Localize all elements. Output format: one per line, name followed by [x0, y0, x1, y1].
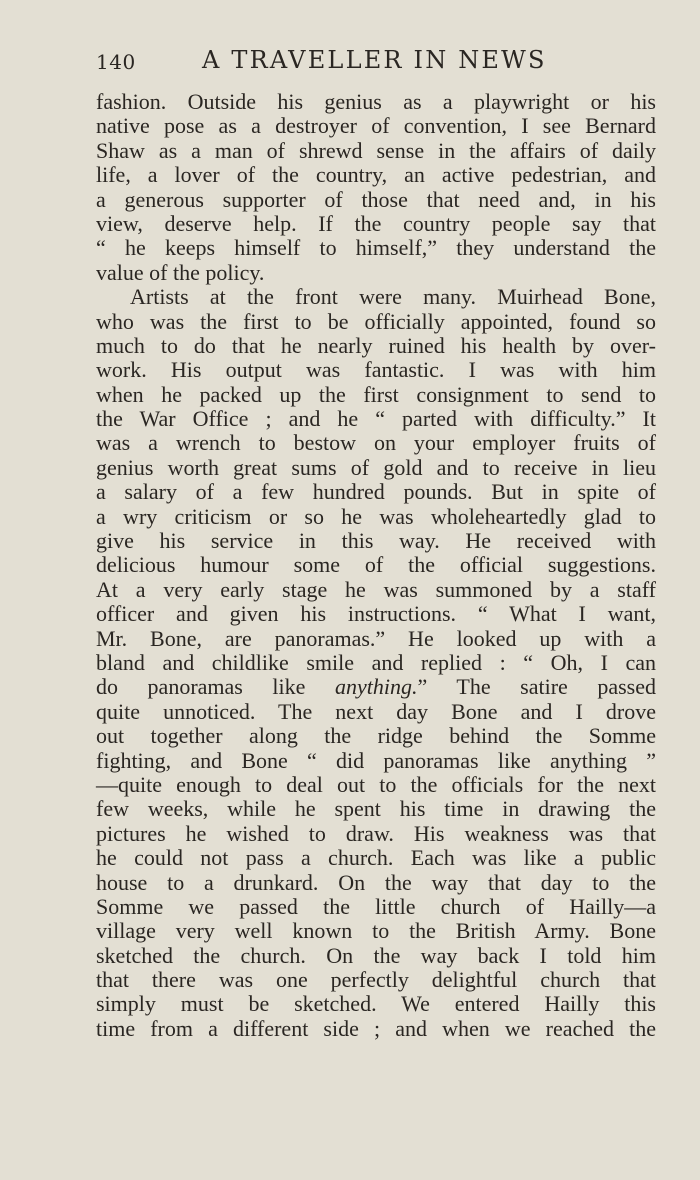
text-line: view, deserve help. If the country people say that [96, 210, 656, 236]
text-line: Somme we passed the little church of Hailly—a [96, 893, 656, 919]
text-line: value of the policy. [96, 259, 265, 285]
text-line: genius worth great sums of gold and to receive in lieu [96, 454, 656, 480]
text-line: out together along the ridge behind the Somme [96, 723, 656, 749]
text-line: work. His output was fantastic. I was with him [96, 357, 656, 383]
text-line: when he packed up the first consignment to send to [96, 381, 656, 407]
italic-word: anything. [334, 674, 418, 700]
text-line: Artists at the front were many. Muirhead Bone, [130, 284, 656, 310]
text-line: life, a lover of the country, an active pedestrian, and [96, 162, 656, 188]
text-line: few weeks, while he spent his time in drawing the [96, 796, 656, 822]
text-line-with-italic [96, 675, 656, 699]
text-line: fighting, and Bone “ did panoramas like anything ” [96, 747, 656, 773]
text-line: pictures he wished to draw. His weakness was that [96, 820, 656, 846]
text-line: —quite enough to deal out to the officials for the next [96, 771, 656, 797]
text-line: native pose as a destroyer of convention, I see Bernard [96, 113, 656, 139]
text-line: bland and childlike smile and replied : “ Oh, I can [96, 649, 656, 675]
text-line: quite unnoticed. The next day Bone and I drove [96, 698, 656, 724]
text-segment: do panoramas like [96, 674, 306, 700]
text-line: Mr. Bone, are panoramas.” He looked up with a [96, 625, 656, 651]
text-line: sketched the church. On the way back I told him [96, 942, 656, 968]
paragraph-1 [96, 90, 656, 285]
text-line: house to a drunkard. On the way that day to the [96, 869, 656, 895]
text-line: village very well known to the British Army. Bone [96, 918, 656, 944]
text-line: a generous supporter of those that need and, in his [96, 186, 656, 212]
text-line: that there was one perfectly delightful church that [96, 967, 656, 993]
page-header [96, 44, 656, 78]
text-line: he could not pass a church. Each was like a public [96, 845, 656, 871]
text-line: a wry criticism or so he was wholeheartedly glad to [96, 503, 656, 529]
text-line: a salary of a few hundred pounds. But in spite of [96, 479, 656, 505]
page-number: 140 [96, 50, 136, 74]
text-line: simply must be sketched. We entered Hailly this [96, 991, 656, 1017]
text-line: Shaw as a man of shrewd sense in the affairs of daily [96, 137, 656, 163]
body-text [96, 90, 656, 1041]
text-line: fashion. Outside his genius as a playwright or his [96, 89, 656, 114]
text-line: was a wrench to bestow on your employer fruits of [96, 430, 656, 456]
text-line: much to do that he nearly ruined his health by over- [96, 332, 656, 358]
text-segment: ” The satire passed [417, 674, 656, 700]
paragraph-2 [96, 285, 656, 1041]
text-line: officer and given his instructions. “ What I want, [96, 601, 656, 627]
text-line: delicious humour some of the official suggestions. [96, 552, 656, 578]
text-line: “ he keeps himself to himself,” they understand the [96, 235, 656, 261]
text-line: the War Office ; and he “ parted with difficulty.” It [96, 406, 656, 432]
running-title: A TRAVELLER IN NEWS [202, 46, 547, 74]
text-line: give his service in this way. He received with [96, 528, 656, 554]
text-line: who was the first to be officially appointed, found so [96, 308, 656, 334]
text-line: time from a different side ; and when we reached the [96, 1015, 656, 1041]
text-line: At a very early stage he was summoned by a staff [96, 576, 656, 602]
